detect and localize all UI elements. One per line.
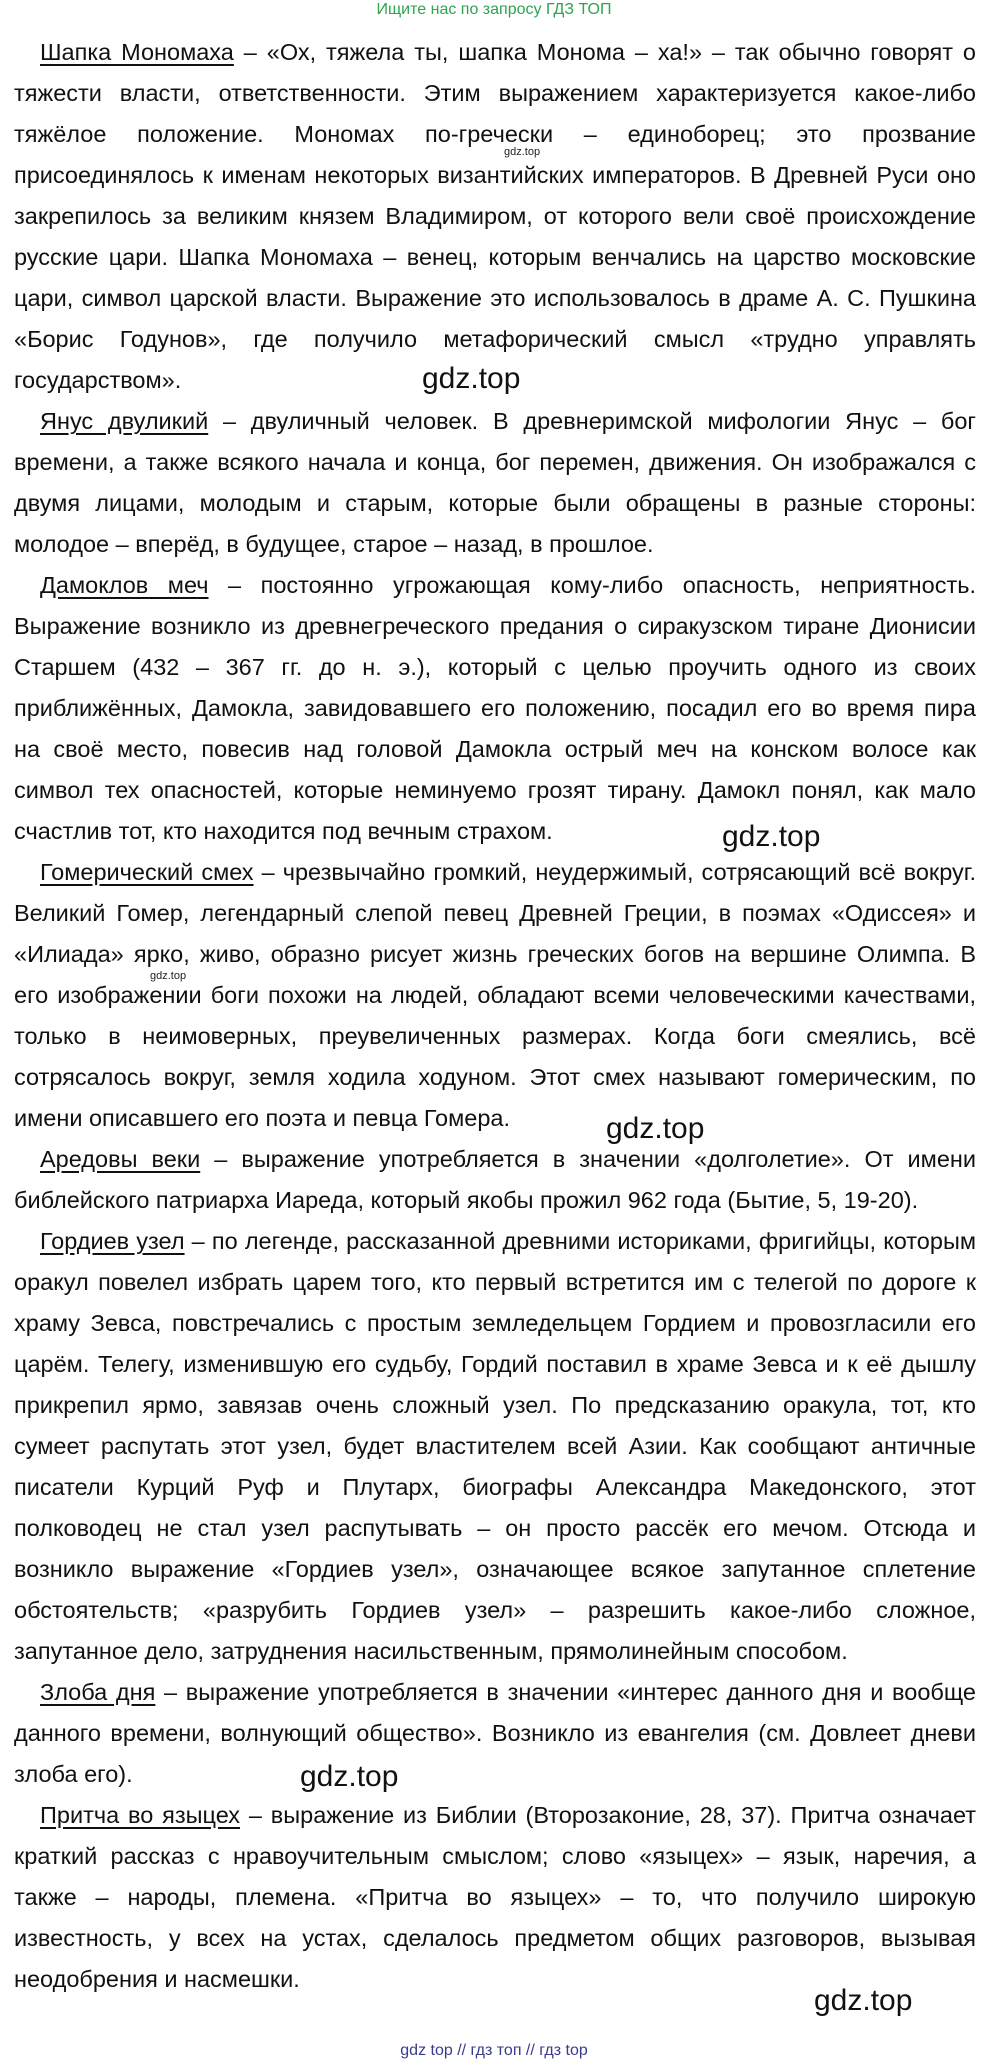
watermark: gdz.top [814,1984,913,2017]
watermark-small: gdz.top [504,146,541,158]
definition: – выражение употребляется в значении «интерес данного дня и вообще данного времени, волнующий общество». Возникло из евангелия (см. Довлеет дневи злоба его). [14,1679,976,1787]
term: Дамоклов меч [40,572,209,598]
entry-homeric [14,852,976,1139]
term: Гомерический смех [40,859,254,885]
definition: – по легенде, рассказанной древними историками, фригийцы, которым оракул повелел избрать царем того, кто первый встретится им с телегой по дороге к храму Зевса, повстречались с простым земледельцем Гордием и провозгласили его царём. Телегу, изменившую его судьбу, Гордий поставил в храме Зевса и к её дышлу прикрепил ярмо, завязав очень сложный узел. По предсказанию оракула, тот, кто сумеет распутать этот узел, будет властителем всей Азии. Как сообщают античные писатели Курций Руф и Плутарх, биографы Александра Македонского, этот полководец не стал узел распутывать – он просто рассёк его мечом. Отсюда и возникло выражение «Гордиев узел», означающее всякое запутанное сплетение обстоятельств; «разрубить Гордиев узел» – разрешить какое-либо сложное, запутанное дело, затруднения насильственным, прямолинейным способом. [14,1228,976,1664]
watermark: gdz.top [422,362,521,395]
entry-janus [14,401,976,565]
watermark-small: gdz.top [150,970,187,982]
definition: – двуличный человек. В древнеримской мифологии Янус – бог времени, а также всякого начала и конца, бог перемен, движения. Он изображался с двумя лицами, молодым и старым, которые были обращены в разные стороны: молодое – вперёд, в будущее, старое – назад, в прошлое. [14,408,976,557]
definition: – постоянно угрожающая кому-либо опасность, неприятность. Выражение возникло из древнегреческого предания о сиракузском тиране Дионисии Старшем (432 – 367 гг. до н. э.), который с целью проучить одного из своих приближённых, Дамокла, завидовавшего его положению, посадил его во время пира на своё место, повесив над головой Дамокла острый меч на конском волосе как символ тех опасностей, которые неминуемо грозят тирану. Дамокл понял, как мало счастлив тот, кто находится под вечным страхом. [14,572,976,844]
entry-ared [14,1139,976,1221]
term: Притча во языцех [40,1802,241,1828]
term: Шапка Мономаха [40,39,234,65]
footer-links[interactable]: gdz top // гдз топ // гдз top [400,2042,588,2059]
entry-pritcha [14,1795,976,2000]
term: Злоба дня [40,1679,156,1705]
term: Аредовы веки [40,1146,201,1172]
top-banner[interactable]: Ищите нас по запросу ГДЗ ТОП [376,1,612,18]
definition: – выражение из Библии (Второзаконие, 28, 37). Притча означает краткий рассказ с нравоучительным смыслом; слово «языцех» – язык, наречия, а также – народы, племена. «Притча во языцех» – то, что получило широкую известность, у всех на устах, сделалось предметом общих разговоров, вызывая неодобрения и насмешки. [14,1802,976,1992]
term: Янус двуликий [40,408,209,434]
entry-monomakh [14,32,976,401]
term: Гордиев узел [40,1228,185,1254]
article-body [14,32,976,2000]
entry-damocles [14,565,976,852]
entry-gordian [14,1221,976,1672]
entry-zloba [14,1672,976,1795]
watermark: gdz.top [606,1112,705,1145]
definition: – «Ох, тяжела ты, шапка Монома – ха!» – так обычно говорят о тяжести власти, ответственности. Этим выражением характеризуется какое-либо тяжёлое положение. Мономах по-гречески – единоборец; это прозвание присоединялось к именам некоторых византийских императоров. В Древней Руси оно закрепилось за великим князем Владимиром, от которого вели своё происхождение русские цари. Шапка Мономаха – венец, которым венчались на царство московские цари, символ царской власти. Выражение это использовалось в драме А. С. Пушкина «Борис Годунов», где получило метафорический смысл «трудно управлять государством». [14,39,976,393]
definition: – чрезвычайно громкий, неудержимый, сотрясающий всё вокруг. Великий Гомер, легендарный слепой певец Древней Греции, в поэмах «Одиссея» и «Илиада» ярко, живо, образно рисует жизнь греческих богов на вершине Олимпа. В его изображении боги похожи на людей, обладают всеми человеческими качествами, только в неимоверных, преувеличенных размерах. Когда боги смеялись, всё сотрясалось вокруг, земля ходила ходуном. Этот смех называют гомерическим, по имени описавшего его поэта и певца Гомера. [14,859,977,1131]
definition: – выражение употребляется в значении «долголетие». От имени библейского патриарха Иареда, который якобы прожил 962 года (Бытие, 5, 19-20). [14,1146,977,1213]
watermark: gdz.top [722,820,821,853]
watermark: gdz.top [300,1760,399,1793]
